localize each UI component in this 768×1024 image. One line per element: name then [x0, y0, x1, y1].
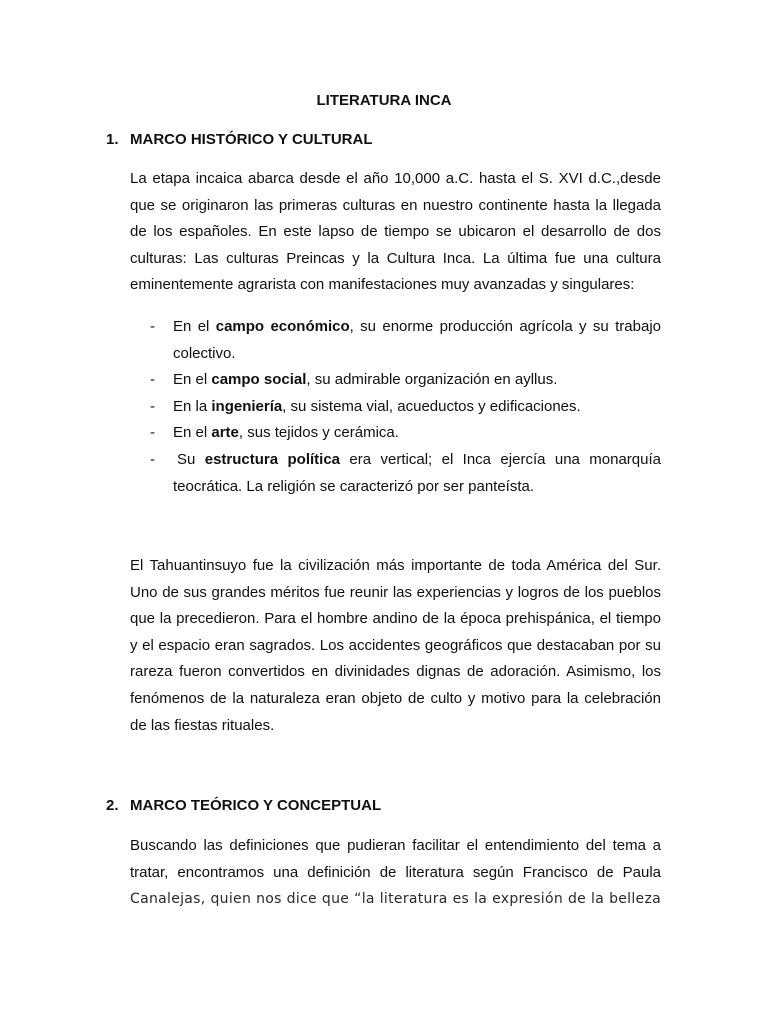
section-title: MARCO HISTÓRICO Y CULTURAL [130, 131, 373, 148]
paragraph-line: que se originaron las primeras culturas en nuestro continente hasta la llegada [130, 196, 661, 214]
paragraph-line: Uno de sus grandes méritos fue reunir las experiencias y logros de los pueblos [130, 583, 661, 601]
document-title: LITERATURA INCA [316, 92, 452, 109]
list-item [150, 394, 661, 421]
list-item-line: En el campo económico, su enorme producción agrícola y su trabajo [173, 318, 661, 335]
paragraph-line: eminentemente agrarista con manifestaciones muy avanzadas y singulares: [130, 276, 635, 294]
paragraph-line: y el espacio eran sagrados. Los accidentes geográficos que destacaban por su [130, 636, 661, 654]
paragraph-line: de las fiestas rituales. [130, 716, 275, 734]
bold-term: campo económico [215, 318, 350, 335]
bold-term: arte [211, 424, 239, 442]
list-item [150, 420, 661, 447]
list-item-continuation: teocrática. La religión se caracterizó por ser panteísta. [173, 477, 535, 495]
paragraph-line: rareza fueron convertidos en divinidades dignas de adoración. Asimismo, los [130, 663, 661, 681]
section-number: 1. [106, 131, 119, 148]
bold-term: campo social [211, 371, 307, 389]
paragraph-line: de los españoles. En este lapso de tiempo se ubicaron el desarrollo de dos [130, 223, 661, 241]
list-item-continuation: colectivo. [173, 344, 236, 362]
paragraph-historical-context [130, 166, 661, 299]
list-item [150, 367, 661, 394]
paragraph-line: culturas: Las culturas Preincas y la Cultura Inca. La última fue una cultura [130, 249, 661, 267]
paragraph-line: fenómenos de la naturaleza eran objeto de culto y motivo para la celebración [130, 689, 661, 707]
list-item-line: Su estructura política era vertical; el Inca ejercía una monarquía [177, 450, 661, 468]
dash-bullet: - [150, 424, 155, 442]
dash-bullet: - [150, 371, 155, 389]
achievements-list [150, 314, 661, 500]
list-item [150, 447, 661, 500]
paragraph-definition [130, 833, 661, 913]
list-item-line: En el campo social, su admirable organización en ayllus. [173, 371, 558, 389]
section-title: MARCO TEÓRICO Y CONCEPTUAL [130, 797, 382, 814]
dash-bullet: - [150, 450, 155, 468]
dash-bullet: - [150, 397, 155, 415]
paragraph-line: Buscando las definiciones que pudieran facilitar el entendimiento del tema a [130, 837, 661, 854]
paragraph-line: La etapa incaica abarca desde el año 10,000 a.C. hasta el S. XVI d.C.,desde [130, 170, 661, 187]
section-number: 2. [106, 797, 119, 814]
section-heading-1 [106, 131, 373, 149]
list-item-line: En la ingeniería, su sistema vial, acueductos y edificaciones. [173, 397, 581, 415]
list-item [150, 314, 661, 367]
paragraph-line: El Tahuantinsuyo fue la civilización más importante de toda América del Sur. [130, 557, 661, 574]
section-heading-2 [106, 797, 381, 815]
paragraph-line: Canalejas, quien nos dice que “la literatura es la expresión de la belleza [130, 891, 661, 908]
bold-term: estructura política [204, 450, 341, 468]
list-item-line: En el arte, sus tejidos y cerámica. [173, 424, 399, 442]
paragraph-line: tratar, encontramos una definición de literatura según Francisco de Paula [130, 863, 661, 881]
paragraph-tahuantinsuyo [130, 553, 661, 739]
paragraph-line: que la precedieron. Para el hombre andino de la época prehispánica, el tiempo [130, 610, 661, 628]
bold-term: ingeniería [211, 397, 283, 415]
dash-bullet: - [150, 318, 155, 335]
